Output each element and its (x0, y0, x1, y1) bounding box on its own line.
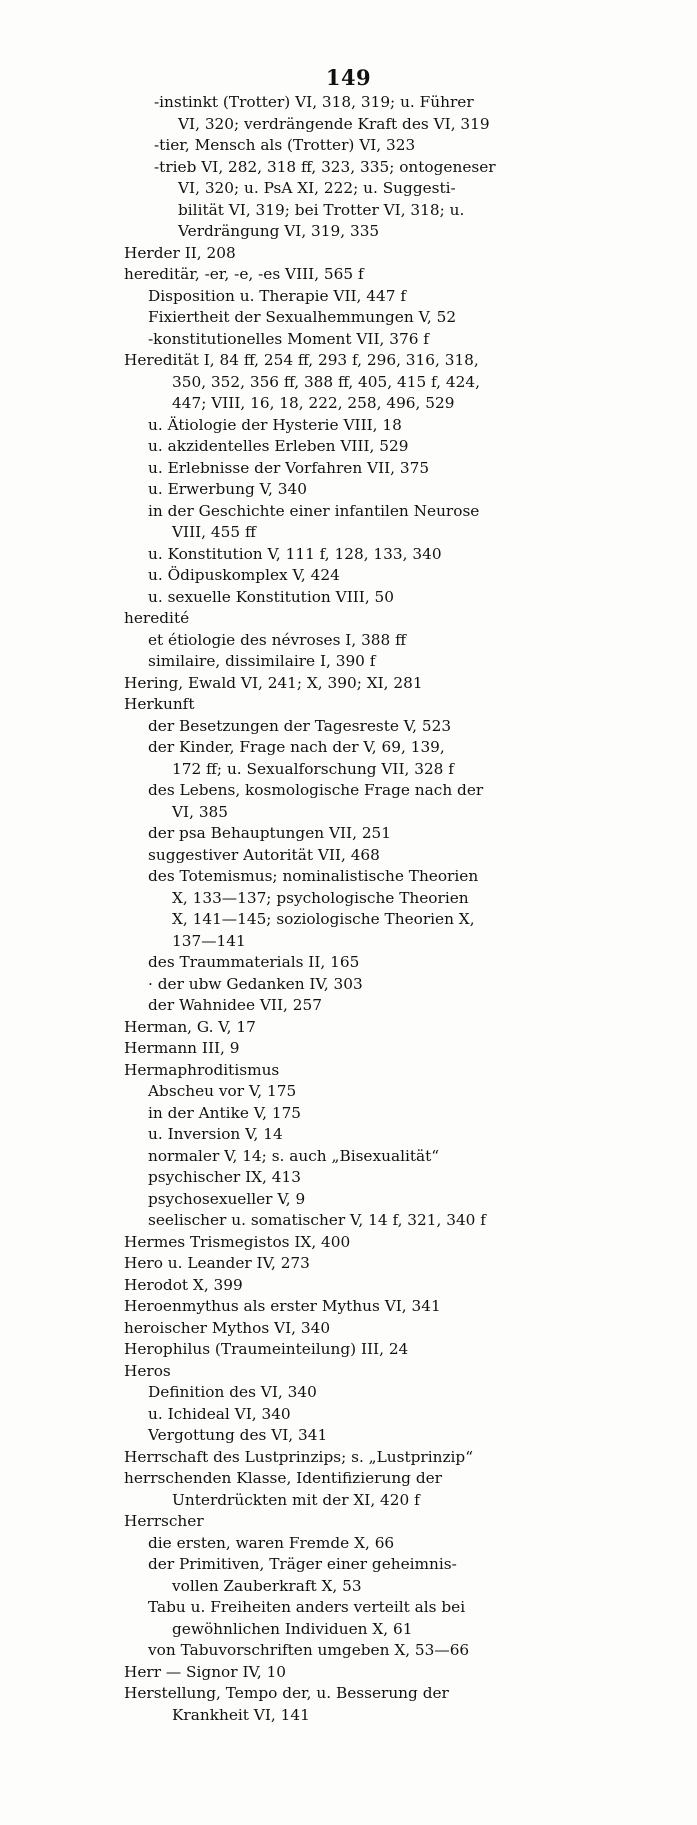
index-line: Herkunft (124, 695, 195, 713)
index-line: Herr — Signor IV, 10 (124, 1662, 287, 1681)
index-line: Herman, G. V, 17 (124, 1017, 256, 1036)
index-line: Disposition u. Therapie VII, 447 f (148, 286, 407, 305)
index-line: seelischer u. somatischer V, 14 f, 321, 340 f (148, 1211, 486, 1229)
index-line: der psa Behauptungen VII, 251 (148, 824, 392, 842)
index-line: X, 133—137; psychologische Theorien (172, 888, 469, 907)
index-line: 172 ff; u. Sexualforschung VII, 328 f (172, 759, 454, 778)
index-line: vollen Zauberkraft X, 53 (172, 1576, 362, 1595)
index-line: 137—141 (172, 931, 246, 950)
index-line: Fixiertheit der Sexualhemmungen V, 52 (148, 308, 457, 326)
index-line: Tabu u. Freiheiten anders verteilt als bei (148, 1598, 466, 1616)
index-line: Hermaphroditismus (124, 1060, 280, 1079)
index-line: Heroenmythus als erster Mythus VI, 341 (124, 1297, 441, 1315)
index-line: u. Erlebnisse der Vorfahren VII, 375 (148, 458, 430, 477)
index-line: Krankheit VI, 141 (172, 1705, 310, 1724)
index-line: die ersten, waren Fremde X, 66 (148, 1533, 395, 1552)
index-line: u. akzidentelles Erleben VIII, 529 (148, 437, 409, 455)
index-line: Abscheu vor V, 175 (148, 1082, 297, 1100)
index-line: herrschenden Klasse, Identifizierung der (124, 1469, 442, 1487)
index-line: Herder II, 208 (124, 243, 236, 262)
index-line: normaler V, 14; s. auch „Bisexualität“ (148, 1146, 440, 1165)
index-line: 447; VIII, 16, 18, 222, 258, 496, 529 (172, 394, 455, 412)
index-line: Herodot X, 399 (124, 1275, 243, 1294)
index-line: Vergottung des VI, 341 (148, 1426, 328, 1444)
index-line: Heros (124, 1361, 171, 1380)
index-line: u. Konstitution V, 111 f, 128, 133, 340 (148, 544, 442, 563)
index-line: Herstellung, Tempo der, u. Besserung der (124, 1684, 449, 1702)
index-line: Verdrängung VI, 319, 335 (178, 222, 380, 240)
page-number: 149 (325, 65, 372, 90)
index-line: heredité (124, 609, 190, 627)
index-line: -konstitutionelles Moment VII, 376 f (148, 329, 429, 348)
index-line: Herrscher (124, 1512, 204, 1530)
index-line: u. Ichideal VI, 340 (148, 1404, 291, 1423)
index-line: X, 141—145; soziologische Theorien X, (172, 910, 475, 928)
index-line: similaire, dissimilaire I, 390 f (148, 652, 376, 670)
index-line: suggestiver Autorität VII, 468 (148, 845, 380, 864)
index-line: Hero u. Leander IV, 273 (124, 1254, 310, 1272)
index-line: Unterdrückten mit der XI, 420 f (172, 1490, 420, 1509)
index-line: VI, 320; u. PsA XI, 222; u. Suggesti- (178, 179, 456, 197)
index-line: der Kinder, Frage nach der V, 69, 139, (148, 738, 445, 756)
index-line: u. Inversion V, 14 (148, 1125, 283, 1143)
index-line: von Tabuvorschriften umgeben X, 53—66 (148, 1641, 470, 1659)
index-line: in der Antike V, 175 (148, 1103, 302, 1122)
index-line: Definition des VI, 340 (148, 1383, 317, 1401)
index-line: Hermann III, 9 (124, 1039, 240, 1057)
index-line: -instinkt (Trotter) VI, 318, 319; u. Führer (154, 93, 474, 111)
index-line: et étiologie des névroses I, 388 ff (148, 630, 407, 649)
index-line: Herophilus (Traumeinteilung) III, 24 (124, 1340, 409, 1358)
index-line: des Totemismus; nominalistische Theorien (148, 867, 479, 885)
index-line: Hermes Trismegistos IX, 400 (124, 1232, 351, 1251)
index-line: Heredität I, 84 ff, 254 ff, 293 f, 296, 316, 318, (124, 351, 479, 369)
index-line: der Wahnidee VII, 257 (148, 996, 322, 1014)
index-line: u. Ätiologie der Hysterie VIII, 18 (148, 415, 402, 434)
index-line: Hering, Ewald VI, 241; X, 390; XI, 281 (124, 673, 423, 692)
index-line: -tier, Mensch als (Trotter) VI, 323 (154, 136, 416, 154)
index-line: VIII, 455 ff (172, 523, 256, 541)
index-line: psychischer IX, 413 (148, 1168, 301, 1186)
index-line: Herrschaft des Lustprinzips; s. „Lustprinzip“ (124, 1447, 474, 1466)
index-line: der Primitiven, Träger einer geheimnis- (148, 1555, 457, 1573)
index-line: des Traummaterials II, 165 (148, 953, 360, 971)
index-line: -trieb VI, 282, 318 ff, 323, 335; ontogeneser (154, 157, 496, 176)
index-line: VI, 320; verdrängende Kraft des VI, 319 (178, 114, 490, 133)
index-line: 350, 352, 356 ff, 388 ff, 405, 415 f, 424, (172, 372, 480, 391)
index-line: VI, 385 (172, 802, 229, 821)
index-line: bilität VI, 319; bei Trotter VI, 318; u. (178, 200, 465, 219)
index-line: u. sexuelle Konstitution VIII, 50 (148, 587, 395, 606)
index-line: u. Erwerbung V, 340 (148, 480, 307, 498)
index-line: psychosexueller V, 9 (148, 1189, 306, 1208)
index-line: u. Ödipuskomplex V, 424 (148, 566, 340, 584)
index-line: gewöhnlichen Individuen X, 61 (172, 1619, 413, 1638)
index-entries (124, 92, 564, 1726)
index-line: · der ubw Gedanken IV, 303 (148, 974, 363, 993)
index-line: in der Geschichte einer infantilen Neurose (148, 501, 480, 520)
index-line: hereditär, -er, -e, -es VIII, 565 f (124, 265, 364, 283)
index-line: der Besetzungen der Tagesreste V, 523 (148, 716, 452, 735)
index-line: heroischer Mythos VI, 340 (124, 1318, 331, 1337)
index-line: des Lebens, kosmologische Frage nach der (148, 781, 484, 799)
